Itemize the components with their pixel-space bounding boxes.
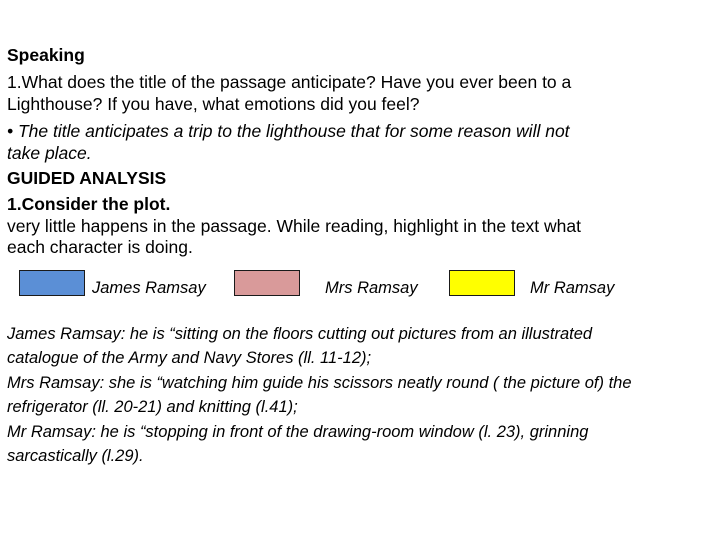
plot-heading: 1.Consider the plot. (7, 194, 171, 214)
legend-label-mr-ramsay: Mr Ramsay (530, 279, 615, 297)
section-title: Speaking (7, 45, 85, 65)
analysis-line-2: catalogue of the Army and Navy Stores (ll. 11-12); (7, 349, 372, 367)
plot-line-2: each character is doing. (7, 237, 193, 257)
analysis-line-3: Mrs Ramsay: she is “watching him guide his scissors neatly round ( the picture of) the (7, 374, 632, 392)
analysis-line-1: James Ramsay: he is “sitting on the floors cutting out pictures from an illustrated (7, 325, 593, 343)
guided-analysis-title: GUIDED ANALYSIS (7, 168, 167, 188)
analysis-line-4: refrigerator (ll. 20-21) and knitting (l.41); (7, 398, 298, 416)
question-line-2: Lighthouse? If you have, what emotions did you feel? (7, 94, 420, 114)
plot-line-1: very little happens in the passage. While reading, highlight in the text what (7, 216, 581, 236)
answer-line-1: • The title anticipates a trip to the lighthouse that for some reason will not (7, 121, 570, 141)
legend-swatch-james (19, 270, 85, 296)
analysis-line-5: Mr Ramsay: he is “stopping in front of the drawing-room window (l. 23), grinning (7, 423, 589, 441)
legend-swatch-mr-ramsay (449, 270, 515, 296)
analysis-line-6: sarcastically (l.29). (7, 447, 144, 465)
legend-label-james: James Ramsay (92, 279, 206, 297)
answer-line-2: take place. (7, 143, 92, 163)
legend-label-mrs-ramsay: Mrs Ramsay (325, 279, 418, 297)
legend-swatch-mrs-ramsay (234, 270, 300, 296)
question-line-1: 1.What does the title of the passage anticipate? Have you ever been to a (7, 72, 572, 92)
